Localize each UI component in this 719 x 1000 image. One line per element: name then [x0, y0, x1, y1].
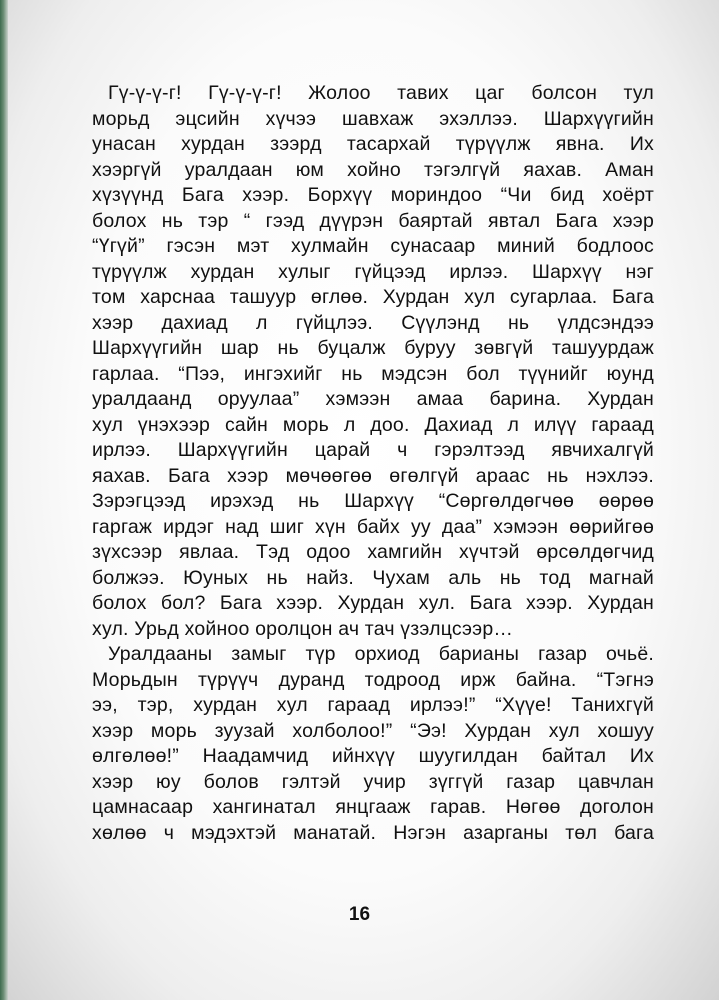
page-number: 16	[348, 904, 371, 925]
text-line: гаргаж ирдэг над шиг хүн байх уу даа” хэмээн өөрийгөө	[92, 515, 654, 538]
text-line: “Үгүй” гэсэн мэт хулмайн сунасаар миний бодлоос	[92, 235, 654, 257]
text-line: хээр юу болов гэлтэй учир зүггүй газар цавчлан	[92, 770, 654, 793]
book-spine-edge	[0, 0, 8, 1000]
text-line: болох нь тэр “ гээд дүүрэн баяртай явтал Бага хээр	[92, 209, 654, 232]
text-line: морьд эцсийн хүчээ шавхаж эхэллээ. Шархүүгийн	[92, 107, 654, 130]
text-line: унасан хурдан зээрд тасархай түрүүлж явна. Их	[92, 133, 654, 155]
text-line: гарлаа. “Пээ, ингэхийг нь мэдсэн бол түүнийг юунд	[92, 362, 654, 385]
text-line: өлгөлөө!” Наадамчид ийнхүү шуугилдан байтал Их	[92, 745, 654, 767]
text-line: хээр морь зуузай холболоо!” “Ээ! Хурдан хул хошуу	[92, 719, 654, 742]
text-line: түрүүлж хурдан хулыг гүйцээд ирлээ. Шархүү нэг	[92, 260, 654, 283]
text-line: болох бол? Бага хээр. Хурдан хул. Бага хээр. Хурдан	[92, 592, 654, 614]
text-line: хул. Урьд хойноо оролцон ач тач үзэлцсээр…	[92, 617, 514, 640]
text-line: ээ, тэр, хурдан хул гараад ирлээ!” “Хүүе! Танихгүй	[92, 694, 654, 716]
text-line: хүзүүнд Бага хээр. Борхүү мориндоо “Чи бид хоёрт	[92, 184, 654, 206]
text-line: Гү-ү-ү-г! Гү-ү-ү-г! Жолоо тавих цаг болсон тул	[108, 82, 654, 104]
text-line: Уралдааны замыг түр орхиод барианы газар очьё.	[108, 643, 654, 665]
text-line: яахав. Бага хээр мөчөөгөө өгөлгүй араас нь нэхлээ.	[92, 464, 654, 487]
text-line: Зэрэгцээд ирэхэд нь Шархүү “Сөргөлдөгчөө өөрөө	[92, 490, 654, 512]
text-line: зүхсээр явлаа. Тэд одоо хамгийн хүчтэй өрсөлдөгчид	[92, 541, 654, 563]
text-line: уралдаанд оруулаа” хэмээн амаа барина. Хурдан	[92, 388, 654, 410]
text-line: хээргүй уралдаан юм хойно тэгэлгүй яахав. Аман	[92, 158, 654, 181]
text-line: Морьдын түрүүч дуранд тодроод ирж байна. “Тэгнэ	[92, 668, 654, 691]
text-line: цамнасаар хангинатал янцгааж гарав. Нөгөө доголон	[92, 796, 654, 818]
text-line: том харснаа ташуур өглөө. Хурдан хул сугарлаа. Бага	[92, 286, 654, 308]
text-line: ирлээ. Шархүүгийн царай ч гэрэлтээд явчихалгүй	[92, 439, 654, 461]
text-line: хээр дахиад л гүйцлээ. Сүүлэнд нь үлдсэндээ	[92, 311, 654, 334]
text-line: Шархүүгийн шар нь буцалж буруу зөвгүй ташуурдаж	[92, 337, 654, 359]
text-line: хөлөө ч мэдэхтэй манатай. Нэгэн азарганы төл бага	[92, 821, 654, 844]
text-line: хул үнэхээр сайн морь л доо. Дахиад л илүү гараад	[92, 413, 654, 436]
text-line: болжээ. Юуных нь найз. Чухам аль нь тод магнай	[92, 566, 654, 589]
